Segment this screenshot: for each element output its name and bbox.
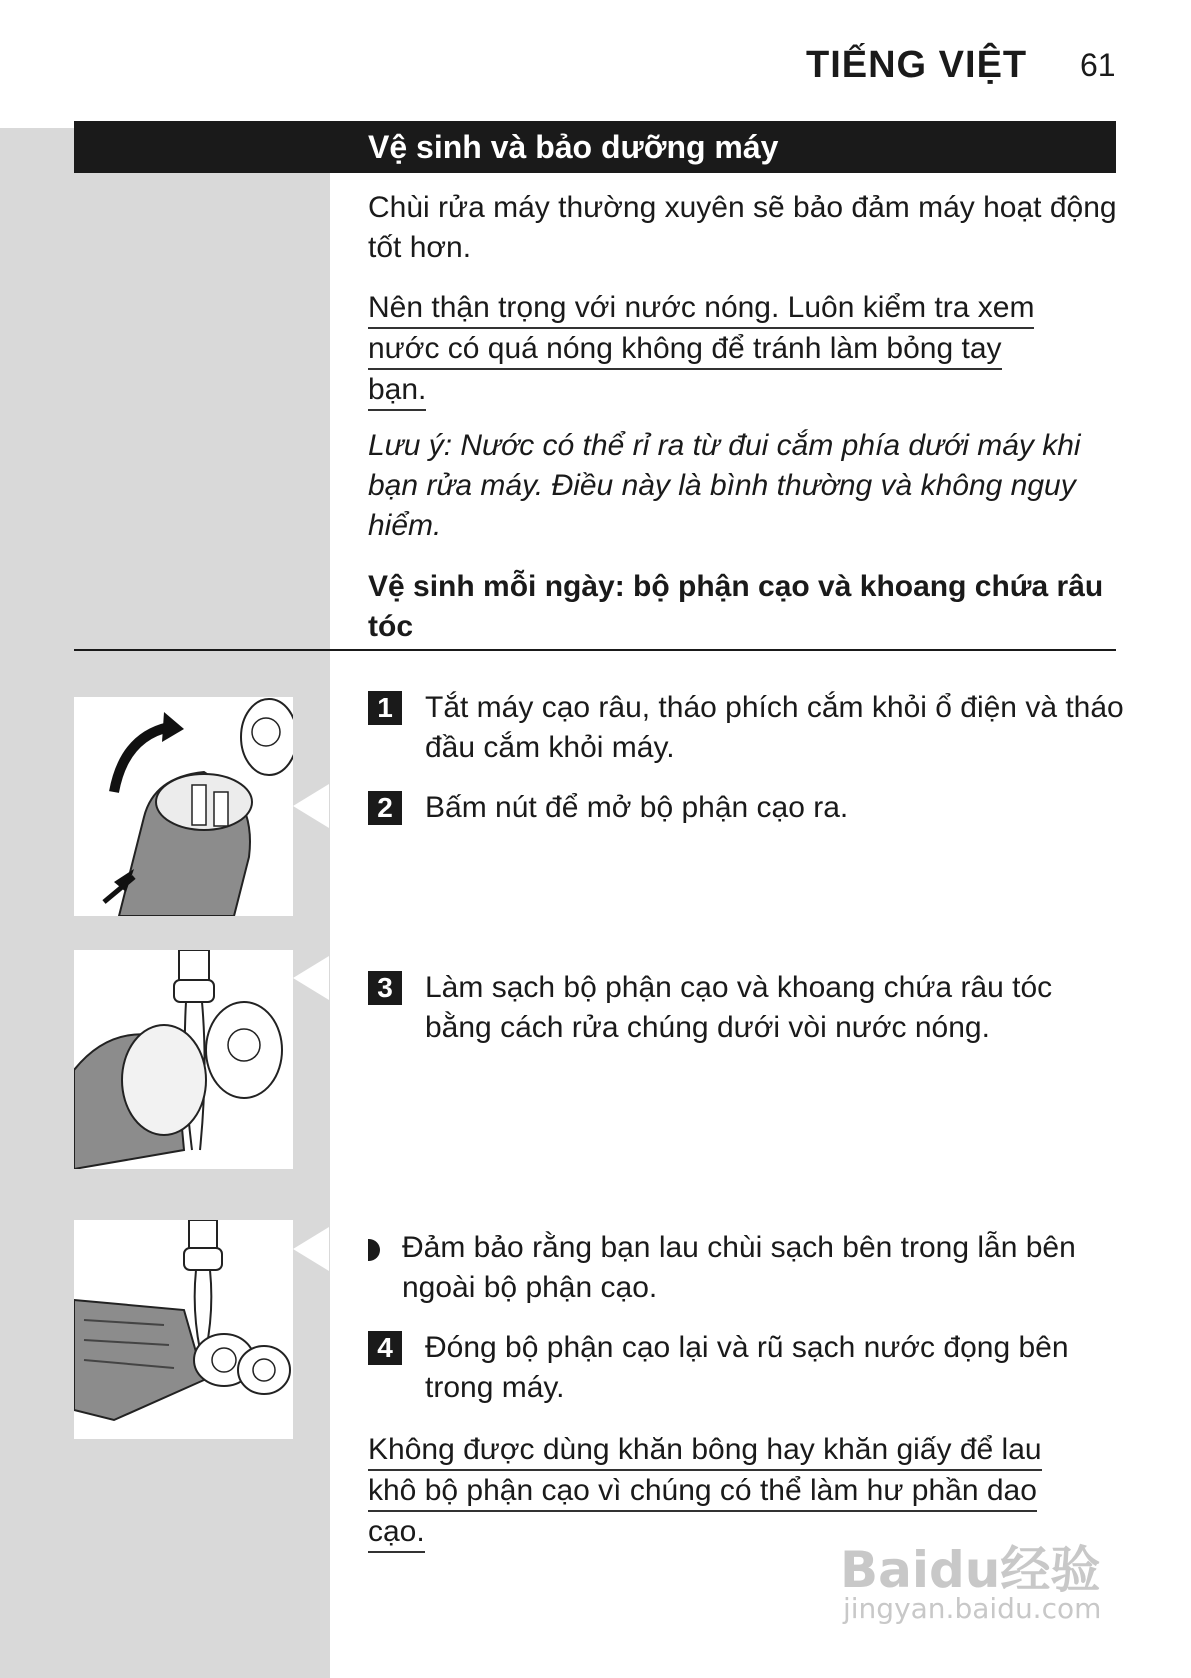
bullet-icon (368, 1239, 380, 1261)
warning-line: nước có quá nóng không để tránh làm bỏng tay (368, 330, 1002, 370)
bullet-item (368, 1228, 1128, 1308)
warning-line: khô bộ phận cạo vì chúng có thể làm hư phần dao (368, 1472, 1037, 1512)
rinse-shaving-unit-illustration (74, 950, 293, 1169)
step-text: Bấm nút để mở bộ phận cạo ra. (425, 791, 849, 824)
rinse-drawing (74, 950, 293, 1169)
step-2 (368, 788, 1128, 828)
step-number: 1 (368, 691, 402, 725)
closed-shaver-rinse-illustration (74, 1220, 293, 1439)
step-4 (368, 1328, 1128, 1408)
watermark-logo: Baidu经验 (840, 1541, 1101, 1599)
section-title-bar (74, 121, 1116, 173)
step-text: Đóng bộ phận cạo lại và rũ sạch nước đọng bên trong máy. (425, 1331, 1069, 1404)
close-rinse-drawing (74, 1220, 293, 1439)
warning-line: bạn. (368, 371, 426, 411)
shaver-open-illustration (74, 697, 293, 916)
figure-pointer (293, 1227, 329, 1271)
page-number: 61 (1080, 47, 1116, 83)
step-number: 3 (368, 971, 402, 1005)
bullet-text: Đảm bảo rằng bạn lau chùi sạch bên trong lẫn bên ngoài bộ phận cạo. (402, 1231, 1076, 1304)
section-divider (74, 649, 1116, 651)
step-3 (368, 968, 1128, 1048)
warning-hot-water (368, 288, 1118, 411)
intro-paragraph: Chùi rửa máy thường xuyên sẽ bảo đảm máy hoạt động tốt hơn. (368, 191, 1117, 264)
step-text: Tắt máy cạo râu, tháo phích cắm khỏi ổ điện và tháo đầu cắm khỏi máy. (425, 691, 1124, 764)
watermark-url: jingyan.baidu.com (843, 1592, 1102, 1625)
figure-pointer (293, 784, 329, 828)
section-title: Vệ sinh và bảo dưỡng máy (368, 129, 779, 165)
figure-pointer (293, 956, 329, 1000)
warning-line: cạo. (368, 1513, 425, 1553)
warning-line: Không được dùng khăn bông hay khăn giấy để lau (368, 1431, 1042, 1471)
step-1 (368, 688, 1128, 768)
subheading-daily-cleaning: Vệ sinh mỗi ngày: bộ phận cạo và khoang chứa râu tóc (368, 570, 1104, 643)
shaver-open-drawing (74, 697, 293, 916)
step-text: Làm sạch bộ phận cạo và khoang chứa râu tóc bằng cách rửa chúng dưới vòi nước nóng. (425, 971, 1053, 1044)
page-language-header: TIẾNG VIỆT (806, 44, 1028, 86)
step-number: 4 (368, 1331, 402, 1365)
step-number: 2 (368, 791, 402, 825)
note-paragraph: Lưu ý: Nước có thể rỉ ra từ đui cắm phía dưới máy khi bạn rửa máy. Điều này là bình thường và không nguy hiểm. (368, 429, 1081, 542)
warning-line: Nên thận trọng với nước nóng. Luôn kiểm tra xem (368, 289, 1034, 329)
